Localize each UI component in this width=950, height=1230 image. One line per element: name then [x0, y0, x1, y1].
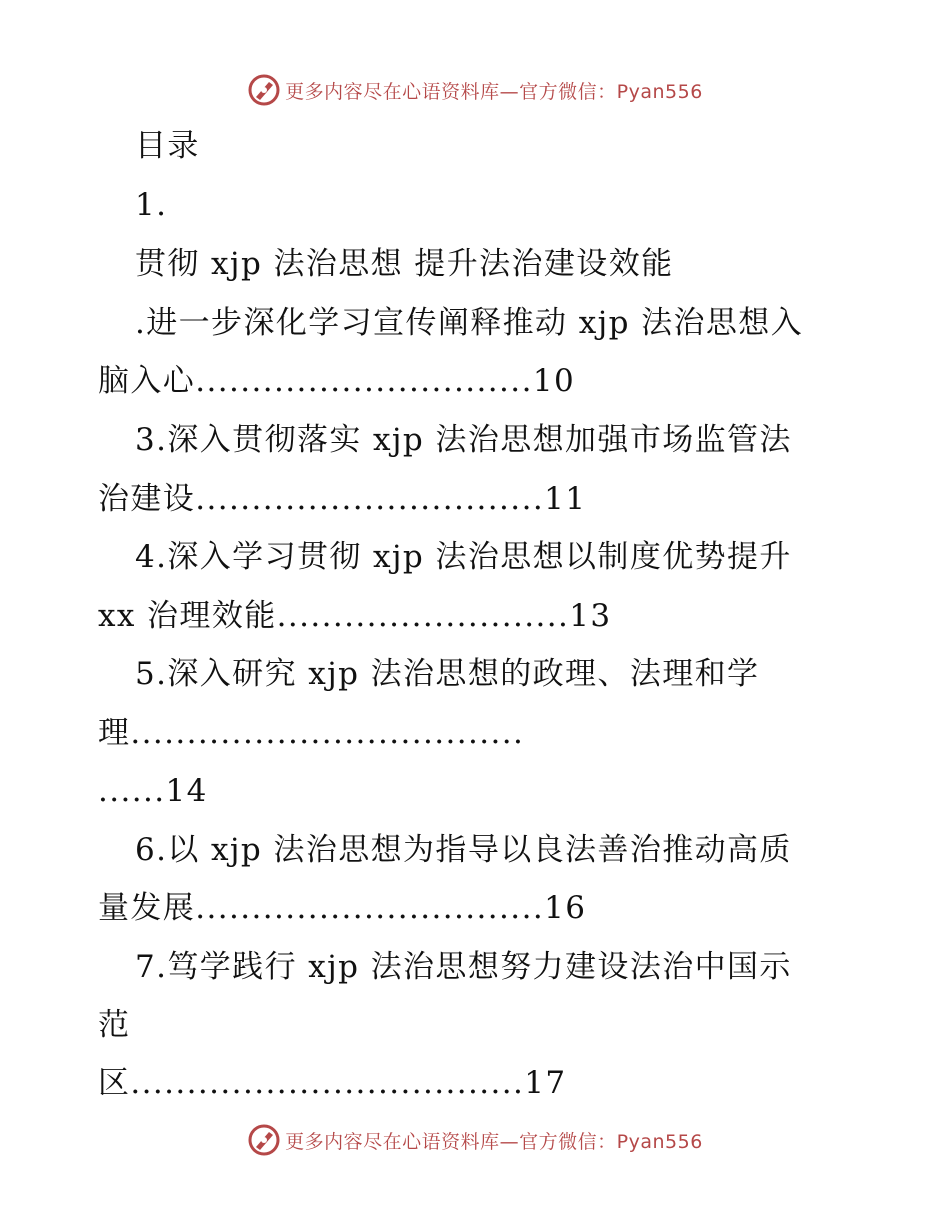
- toc-line: 治建设...............................11: [98, 481, 587, 517]
- pen-logo-icon: [247, 1123, 281, 1157]
- toc-line: 6.以 xjp 法治思想为指导以良法善治推动高质: [135, 832, 792, 868]
- toc-line: 7.笃学践行 xjp 法治思想努力建设法治中国示: [135, 949, 792, 985]
- watermark-text: 更多内容尽在心语资料库—官方微信：Pyan556: [285, 1130, 703, 1153]
- toc-line: 4.深入学习贯彻 xjp 法治思想以制度优势提升: [135, 539, 792, 575]
- toc-line: 脑入心..............................10: [98, 363, 576, 399]
- pen-logo-icon: [247, 73, 281, 107]
- toc-line: xx 治理效能..........................13: [98, 598, 612, 634]
- toc-line: 范: [98, 1007, 131, 1043]
- toc-line: 贯彻 xjp 法治思想 提升法治建设效能: [135, 246, 674, 282]
- toc-line: 1.: [135, 187, 168, 223]
- watermark-text: 更多内容尽在心语资料库—官方微信：Pyan556: [285, 80, 703, 103]
- toc-line: 3.深入贯彻落实 xjp 法治思想加强市场监管法: [135, 422, 792, 458]
- toc-line: 区...................................17: [98, 1065, 567, 1101]
- toc-line: 5.深入研究 xjp 法治思想的政理、法理和学: [135, 656, 760, 692]
- watermark-header: [0, 70, 950, 110]
- toc-heading: 目录: [135, 128, 200, 164]
- toc-line: .进一步深化学习宣传阐释推动 xjp 法治思想入: [135, 305, 804, 341]
- toc-line: 理...................................: [98, 715, 525, 751]
- watermark-footer: [0, 1120, 950, 1160]
- toc-line: ......14: [98, 773, 208, 809]
- toc-line: 量发展...............................16: [98, 890, 587, 926]
